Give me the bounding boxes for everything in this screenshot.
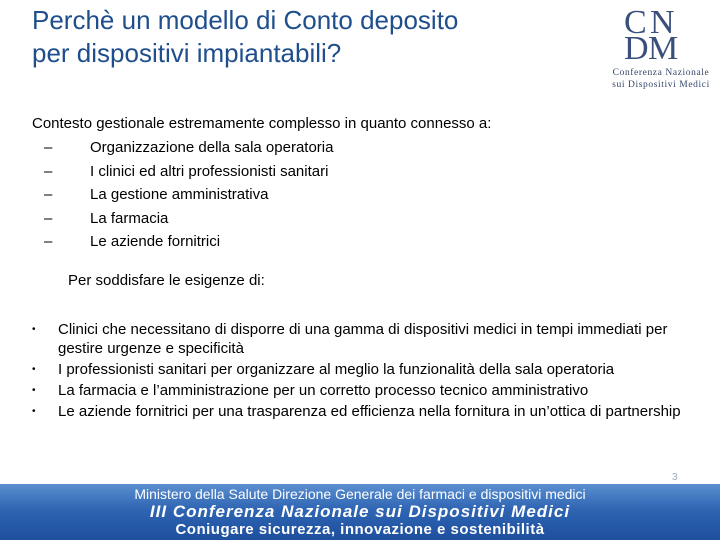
cndm-logo-letters: C N D M — [624, 4, 679, 67]
page-number: 3 — [672, 472, 678, 483]
list-item: – Le aziende fornitrici — [44, 233, 221, 251]
banner-line3: Coniugare sicurezza, innovazione e sostenibilità — [175, 521, 545, 538]
context-section — [32, 112, 692, 254]
list-item: – Organizzazione della sala operatoria — [44, 139, 334, 156]
cndm-logo — [602, 6, 714, 96]
context-list — [32, 136, 692, 254]
cndm-logo-line1: Conferenza Nazionale — [612, 68, 710, 78]
list-item: – La gestione amministrativa — [44, 186, 269, 204]
slide-title-line1: Perchè un modello di Conto deposito — [32, 5, 459, 35]
slide-title-line2: per dispositivi impiantabili? — [32, 38, 342, 68]
list-item: • I professionisti sanitari per organizzare al meglio la funzionalità della sala operatoria — [32, 361, 615, 378]
list-item: • Clinici che necessitano di disporre di una gamma di dispositivi medici in tempi immediati per gestire urgenze e specificità — [32, 321, 668, 357]
banner-line1: Ministero della Salute Direzione Generale dei farmaci e dispositivi medici — [134, 486, 586, 502]
list-item: • Le aziende fornitrici per una trasparenza ed efficienza nella fornitura in un’ottica di partnership — [32, 403, 681, 420]
banner-line2: III Conferenza Nazionale sui Dispositivi Medici — [149, 502, 571, 521]
list-item: – I clinici ed altri professionisti sanitari — [44, 162, 329, 180]
context-intro: Contesto gestionale estremamente complesso in quanto connesso a: — [32, 115, 492, 132]
list-item: • La farmacia e l’amministrazione per un corretto processo tecnico amministrativo — [32, 382, 589, 399]
slide-title — [32, 4, 592, 70]
footer-banner — [0, 484, 720, 540]
needs-list — [32, 320, 692, 423]
needs-intro: Per soddisfare le esigenze di: — [68, 272, 265, 289]
cndm-logo-line2: sui Dispositivi Medici — [612, 80, 710, 90]
list-item: – La farmacia — [44, 209, 169, 227]
